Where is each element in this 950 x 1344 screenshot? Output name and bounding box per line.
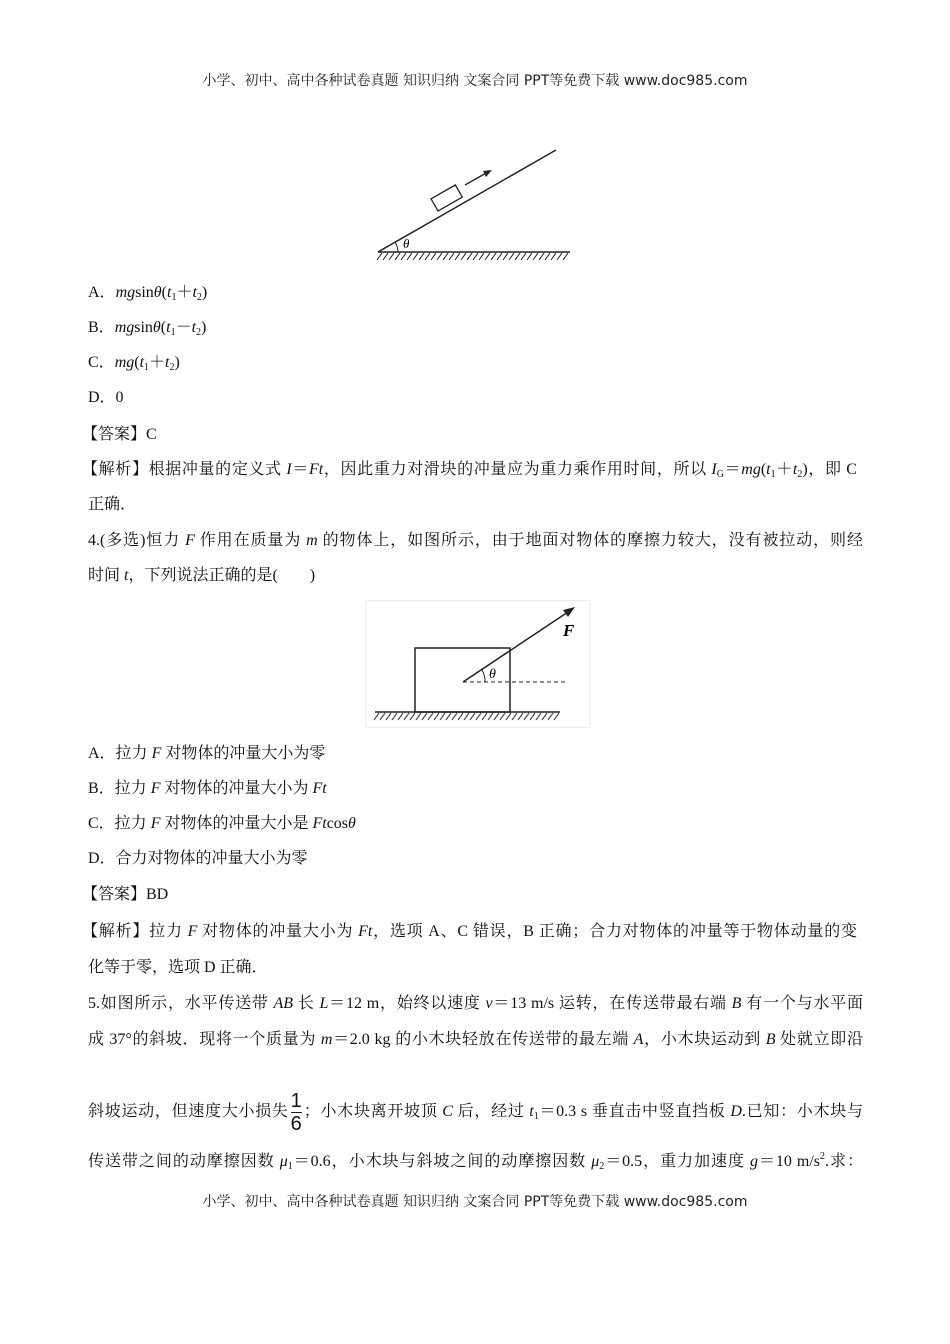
text-run: ，下列说法正确的是( ) <box>128 567 316 584</box>
text-run: t <box>191 319 197 336</box>
text-run: 有一个与水平面 <box>741 995 863 1012</box>
text-run: 2 <box>599 1161 605 1172</box>
text-run: ＝0.6，小木块与斜坡之间的动摩擦因数 <box>292 1153 592 1170</box>
text-run: B． <box>88 319 115 336</box>
text-run: C．拉力 <box>88 815 151 832</box>
incline-figure <box>370 140 580 270</box>
text-line <box>88 495 136 515</box>
text-run: Ft <box>312 780 327 797</box>
text-run: μ <box>591 1153 600 1170</box>
text-run: 2 <box>196 327 202 338</box>
text-run: mg <box>741 461 761 478</box>
text-run: ) <box>201 319 207 336</box>
text-line <box>88 1147 863 1177</box>
text-run: ，小木块运动到 <box>643 1031 766 1048</box>
text-run: .已知：小木块与 <box>741 1103 863 1121</box>
text-run: 【解析】拉力 <box>82 923 188 940</box>
text-run: B．拉力 <box>88 780 151 797</box>
text-run: 1 <box>290 1090 302 1112</box>
text-run: sin <box>134 319 153 336</box>
text-run: F <box>150 815 161 832</box>
text-run: D．0 <box>88 389 124 406</box>
theta-label: θ <box>403 236 410 251</box>
text-run: 【解析】根据冲量的定义式 <box>82 461 287 478</box>
text-run: D <box>730 1103 742 1121</box>
text-line <box>88 779 327 799</box>
text-run: ；小木块离开坡顶 <box>303 1103 443 1121</box>
text-run: 6 <box>290 1113 302 1135</box>
text-run: 斜坡运动，但速度大小损失 <box>88 1103 289 1121</box>
text-line <box>88 958 268 978</box>
text-run: )，即 C <box>802 461 857 478</box>
text-run: θ <box>152 319 161 336</box>
text-run: D．合力对物体的冲量大小为零 <box>88 850 308 867</box>
text-run: ，选项 A、C 错误，B 正确；合力对物体的冲量等于物体动量的变 <box>372 923 857 940</box>
text-run: 化等于零，选项 D 正确． <box>88 959 268 976</box>
text-run: F <box>150 780 161 797</box>
text-run: ＝0.3 s 垂直击中竖直挡板 <box>538 1103 731 1121</box>
text-run: g <box>749 1153 758 1170</box>
text-run: ＝0.5，重力加速度 <box>604 1153 750 1170</box>
text-line <box>82 460 857 485</box>
text-run: 4.(多选)恒力 <box>88 532 186 549</box>
text-run: μ <box>279 1153 288 1170</box>
text-run: ＝2.0 kg 的小木块轻放在传送带的最左端 <box>332 1031 634 1048</box>
text-line <box>88 283 207 308</box>
page-header: 小学、初中、高中各种试卷真题 知识归纳 文案合同 PPT等免费下载 www.doc985.com <box>202 73 748 89</box>
text-line <box>88 318 206 343</box>
text-run: ＝ <box>723 461 742 478</box>
text-line <box>88 814 356 834</box>
text-run: ＝13 m/s 运转，在传送带最右端 <box>492 995 732 1012</box>
text-line <box>88 994 863 1014</box>
text-line <box>88 388 124 408</box>
text-run: mg <box>114 354 135 371</box>
text-run: Ft <box>358 923 373 940</box>
text-run: ) <box>174 354 180 371</box>
text-run: t <box>166 319 171 336</box>
text-line <box>82 885 168 905</box>
text-run: L <box>319 995 329 1012</box>
force-arrow <box>463 612 568 682</box>
text-line <box>82 425 157 445</box>
text-run: t <box>124 567 129 584</box>
text-run: ，因此重力对滑块的冲量应为重力乘作用时间，所以 <box>323 461 712 478</box>
text-run: ( <box>134 354 140 371</box>
text-run: 1 <box>287 1161 293 1172</box>
text-run: t <box>192 284 197 301</box>
text-run: t <box>792 461 798 478</box>
text-run: ＝ <box>291 461 310 478</box>
text-run: 对物体的冲量大小是 <box>160 815 313 832</box>
text-run: t <box>529 1103 534 1121</box>
text-run: 2 <box>820 1151 826 1162</box>
text-line <box>88 1090 863 1135</box>
text-run: Ft <box>309 461 324 478</box>
text-run: 5.如图所示，水平传送带 <box>88 995 274 1012</box>
text-run: ( <box>760 461 767 478</box>
text-run: 1 <box>533 1111 539 1123</box>
theta-label: θ <box>489 667 496 682</box>
text-run: cos <box>326 815 349 832</box>
text-run: 1 <box>770 469 776 480</box>
text-run: 【答案】BD <box>82 886 169 903</box>
text-run: 2 <box>169 362 175 373</box>
text-run: mg <box>114 319 135 336</box>
text-run: m <box>320 1031 333 1048</box>
text-run: F <box>185 532 195 549</box>
text-run: ) <box>201 284 208 301</box>
text-run: 处就立即沿 <box>775 1031 863 1048</box>
text-run: 传送带之间的动摩擦因数 <box>88 1153 280 1170</box>
text-run: 后，经过 <box>452 1103 530 1121</box>
text-run: F <box>187 923 198 940</box>
text-run: 正确． <box>88 496 137 513</box>
force-label: F <box>563 621 575 640</box>
text-run: A．拉力 <box>88 745 152 762</box>
text-run: C <box>442 1103 453 1121</box>
text-run: ＋ <box>149 354 166 371</box>
text-run: 1 <box>144 362 150 373</box>
text-run: m <box>306 532 318 549</box>
fraction <box>291 1090 302 1135</box>
text-run: .求： <box>825 1153 863 1170</box>
text-run: ＋ <box>775 461 793 478</box>
text-line <box>88 566 315 586</box>
text-run: A． <box>88 284 116 301</box>
text-run: ( <box>161 284 167 301</box>
text-run: sin <box>135 284 154 301</box>
text-run: 长 <box>293 995 320 1012</box>
text-run: C． <box>88 354 115 371</box>
text-run: 对物体的冲量大小为 <box>197 923 359 940</box>
text-run: ( <box>160 319 167 336</box>
text-run: A <box>633 1031 644 1048</box>
text-line <box>88 1030 863 1050</box>
text-run: B <box>765 1031 776 1048</box>
text-run: 1 <box>170 327 176 338</box>
text-run: 时间 <box>88 567 125 584</box>
text-run: AB <box>273 995 294 1012</box>
text-run: t <box>165 354 170 371</box>
page-footer: 小学、初中、高中各种试卷真题 知识归纳 文案合同 PPT等免费下载 www.doc985.com <box>202 1194 748 1210</box>
text-run: v <box>485 995 493 1012</box>
text-run: － <box>175 319 192 336</box>
text-run: Ft <box>312 815 327 832</box>
text-run: t <box>139 354 145 371</box>
text-run: θ <box>153 284 162 301</box>
force-figure <box>365 600 590 728</box>
text-run: 2 <box>797 469 803 480</box>
text-run: I <box>286 461 292 478</box>
text-run: ＋ <box>176 284 193 301</box>
text-run: t <box>166 284 172 301</box>
text-line <box>88 353 180 378</box>
text-line <box>88 849 308 869</box>
text-line <box>88 531 863 551</box>
text-run: 2 <box>196 292 202 303</box>
text-line <box>82 922 857 942</box>
text-run: 【答案】C <box>82 426 157 443</box>
text-run: 成 37°的斜坡．现将一个质量为 <box>88 1031 321 1048</box>
text-run: θ <box>348 815 356 832</box>
text-run: 的物体上，如图所示，由于地面对物体的摩擦力较大，没有被拉动，则经 <box>317 532 863 549</box>
text-run: 对物体的冲量大小为零 <box>161 745 326 762</box>
text-run: I <box>711 461 717 478</box>
text-run: G <box>716 469 724 480</box>
text-line <box>88 744 325 764</box>
text-run: B <box>731 995 742 1012</box>
text-run: t <box>766 461 771 478</box>
text-run: F <box>151 745 162 762</box>
text-run: 1 <box>171 292 177 303</box>
text-run: 对物体的冲量大小为 <box>160 780 313 797</box>
text-run: 作用在质量为 <box>194 532 307 549</box>
text-run: mg <box>115 284 136 301</box>
text-run: ＝12 m，始终以速度 <box>328 995 486 1012</box>
text-run: ＝10 m/s <box>757 1153 821 1170</box>
